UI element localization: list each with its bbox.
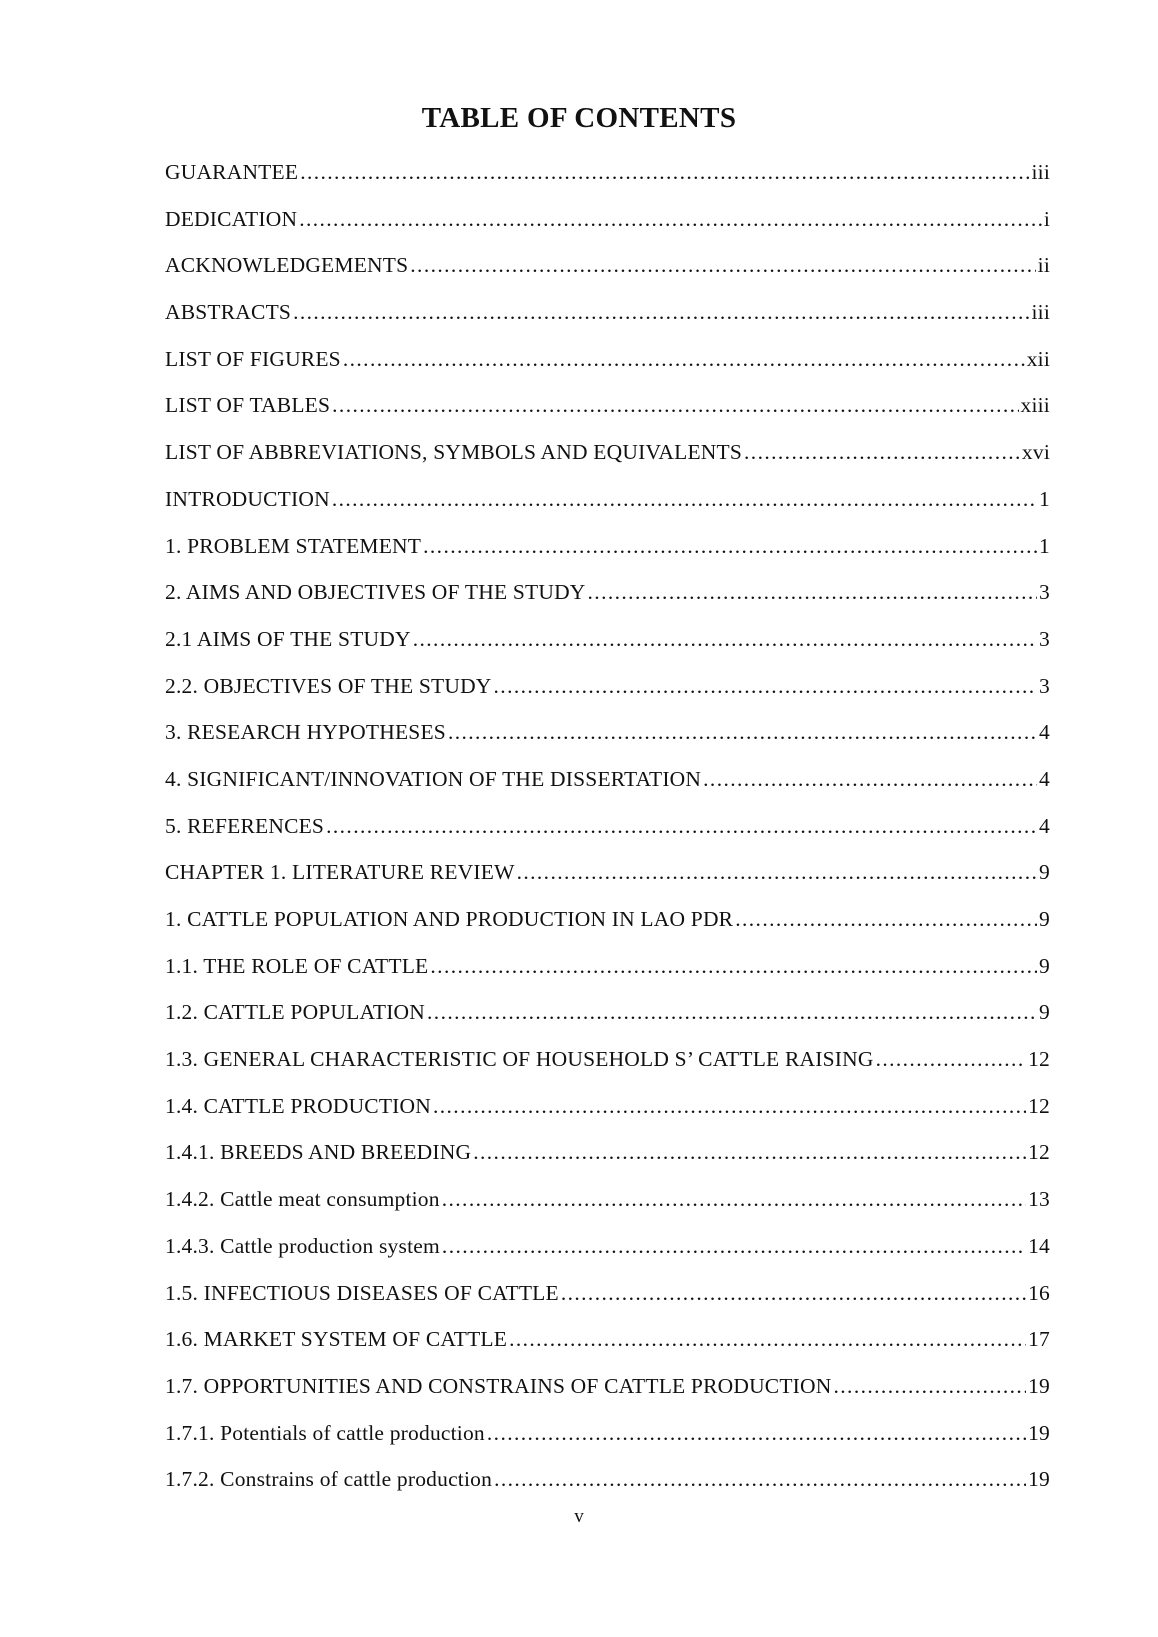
toc-entry-label: 1. CATTLE POPULATION AND PRODUCTION IN LAO PDR [165, 907, 734, 931]
toc-entry[interactable] [165, 534, 1050, 581]
toc-entry-page: 12 [1028, 1093, 1050, 1118]
toc-list [165, 160, 1050, 1514]
dot-leader [703, 767, 1037, 792]
toc-entry-label: INTRODUCTION [165, 486, 330, 511]
toc-entry-label: 1.7. OPPORTUNITIES AND CONSTRAINS OF CATTLE PRODUCTION [165, 1373, 832, 1398]
toc-entry[interactable] [165, 954, 1050, 1001]
dot-leader [494, 674, 1038, 699]
toc-entry[interactable] [165, 767, 1050, 814]
toc-entry-page: 9 [1039, 907, 1050, 931]
dot-leader [410, 253, 1035, 278]
dot-leader [494, 1467, 1026, 1492]
toc-entry-page: 13 [1028, 1187, 1050, 1212]
toc-entry[interactable] [165, 1374, 1050, 1421]
toc-entry[interactable] [165, 907, 1050, 954]
dot-leader [300, 160, 1029, 185]
dot-leader [473, 1140, 1026, 1165]
toc-entry-page: ii [1037, 253, 1050, 278]
toc-entry-label: 1.4.3. Cattle production system [165, 1233, 440, 1258]
dot-leader [442, 1187, 1026, 1212]
toc-entry-page: i [1043, 206, 1050, 231]
toc-entry-page: 4 [1039, 720, 1050, 745]
dot-leader [430, 954, 1037, 979]
dot-leader [509, 1327, 1026, 1352]
toc-entry-page: 12 [1028, 1047, 1050, 1072]
dot-leader [448, 720, 1037, 745]
toc-entry-label: 1.4.1. BREEDS AND BREEDING [165, 1140, 472, 1165]
toc-entry-label: 1.2. CATTLE POPULATION [165, 1000, 426, 1025]
toc-entry-label: ABSTRACTS [165, 300, 292, 325]
dot-leader [561, 1281, 1026, 1306]
page-title: TABLE OF CONTENTS [421, 102, 737, 134]
toc-entry-label: 1.6. MARKET SYSTEM OF CATTLE [165, 1327, 508, 1352]
dot-leader [299, 207, 1042, 232]
toc-entry-page: 19 [1028, 1420, 1050, 1445]
toc-entry-page: xii [1026, 346, 1050, 371]
toc-entry-label: LIST OF FIGURES [165, 346, 341, 371]
toc-entry-page: 3 [1039, 580, 1050, 605]
dot-leader [876, 1047, 1027, 1072]
toc-entry-label: 2.2. OBJECTIVES OF THE STUDY [165, 673, 492, 698]
toc-entry-label: GUARANTEE [165, 160, 299, 184]
toc-entry-page: xvi [1021, 440, 1050, 465]
toc-entry-page: 9 [1039, 1000, 1050, 1025]
toc-entry-page: 1 [1039, 533, 1050, 558]
toc-entry-page: 1 [1039, 486, 1050, 511]
toc-entry-page: 4 [1039, 766, 1050, 791]
toc-entry-page: iii [1031, 300, 1050, 325]
toc-entry[interactable] [165, 440, 1050, 487]
page-number: v [574, 1506, 584, 1527]
toc-entry[interactable] [165, 487, 1050, 534]
toc-entry[interactable] [165, 1000, 1050, 1047]
toc-entry[interactable] [165, 674, 1050, 721]
toc-entry-label: 2. AIMS AND OBJECTIVES OF THE STUDY [165, 580, 586, 605]
toc-entry[interactable] [165, 1094, 1050, 1141]
toc-entry-label: DEDICATION [165, 206, 298, 231]
toc-entry[interactable] [165, 160, 1050, 207]
toc-entry[interactable] [165, 1047, 1050, 1094]
toc-entry-label: 3. RESEARCH HYPOTHESES [165, 720, 446, 745]
dot-leader [343, 347, 1025, 372]
toc-entry-page: 19 [1028, 1467, 1050, 1492]
dot-leader [834, 1374, 1027, 1399]
toc-entry-label: 1.4. CATTLE PRODUCTION [165, 1093, 431, 1118]
toc-entry[interactable] [165, 1281, 1050, 1328]
toc-entry-label: 1.5. INFECTIOUS DISEASES OF CATTLE [165, 1280, 559, 1305]
toc-entry[interactable] [165, 1421, 1050, 1468]
toc-entry-page: 19 [1028, 1373, 1050, 1398]
dot-leader [427, 1000, 1037, 1025]
toc-entry[interactable] [165, 814, 1050, 861]
toc-entry-page: xiii [1020, 393, 1050, 418]
toc-entry[interactable] [165, 1187, 1050, 1234]
toc-entry[interactable] [165, 860, 1050, 907]
toc-entry-label: 1.4.2. Cattle meat consumption [165, 1187, 440, 1212]
dot-leader [588, 580, 1038, 605]
toc-entry-page: 4 [1039, 813, 1050, 838]
toc-entry-label: 4. SIGNIFICANT/INNOVATION OF THE DISSERTATION [165, 766, 702, 791]
toc-entry[interactable] [165, 1234, 1050, 1281]
toc-entry[interactable] [165, 207, 1050, 254]
toc-entry-page: 9 [1039, 860, 1050, 885]
toc-entry-page: 9 [1039, 953, 1050, 978]
dot-leader [744, 440, 1020, 465]
dot-leader [442, 1234, 1026, 1259]
dot-leader [332, 487, 1037, 512]
toc-entry-page: 3 [1039, 673, 1050, 698]
toc-entry-label: 1.3. GENERAL CHARACTERISTIC OF HOUSEHOLD S’ CATTLE RAISING [165, 1047, 874, 1072]
toc-entry-page: 12 [1028, 1140, 1050, 1165]
toc-entry-label: 1.7.1. Potentials of cattle production [165, 1420, 485, 1445]
toc-entry-label: 1.7.2. Constrains of cattle production [165, 1467, 493, 1492]
dot-leader [332, 393, 1018, 418]
toc-entry-page: 14 [1028, 1233, 1050, 1258]
toc-entry-page: iii [1031, 160, 1050, 184]
toc-entry-label: 2.1 AIMS OF THE STUDY [165, 626, 411, 651]
toc-entry-label: CHAPTER 1. LITERATURE REVIEW [165, 860, 515, 885]
toc-entry[interactable] [165, 580, 1050, 627]
toc-entry[interactable] [165, 347, 1050, 394]
toc-entry[interactable] [165, 253, 1050, 300]
toc-entry-label: ACKNOWLEDGEMENTS [165, 253, 409, 278]
toc-entry-page: 17 [1028, 1327, 1050, 1352]
dot-leader [433, 1094, 1026, 1119]
dot-leader [326, 814, 1037, 839]
dot-leader [423, 534, 1037, 559]
toc-entry-label: 1. PROBLEM STATEMENT [165, 533, 422, 558]
dot-leader [413, 627, 1037, 652]
dot-leader [735, 907, 1037, 932]
toc-entry-label: 5. REFERENCES [165, 813, 325, 838]
toc-entry-label: LIST OF TABLES [165, 393, 331, 418]
toc-entry-page: 16 [1028, 1280, 1050, 1305]
toc-entry-page: 3 [1039, 626, 1050, 651]
toc-entry[interactable] [165, 393, 1050, 440]
toc-entry[interactable] [165, 1327, 1050, 1374]
toc-entry-label: 1.1. THE ROLE OF CATTLE [165, 953, 429, 978]
toc-entry[interactable] [165, 300, 1050, 347]
dot-leader [517, 860, 1037, 885]
toc-entry[interactable] [165, 627, 1050, 674]
dot-leader [487, 1421, 1026, 1446]
toc-entry[interactable] [165, 1140, 1050, 1187]
toc-entry[interactable] [165, 720, 1050, 767]
dot-leader [293, 300, 1029, 325]
toc-entry-label: LIST OF ABBREVIATIONS, SYMBOLS AND EQUIVALENTS [165, 440, 743, 465]
